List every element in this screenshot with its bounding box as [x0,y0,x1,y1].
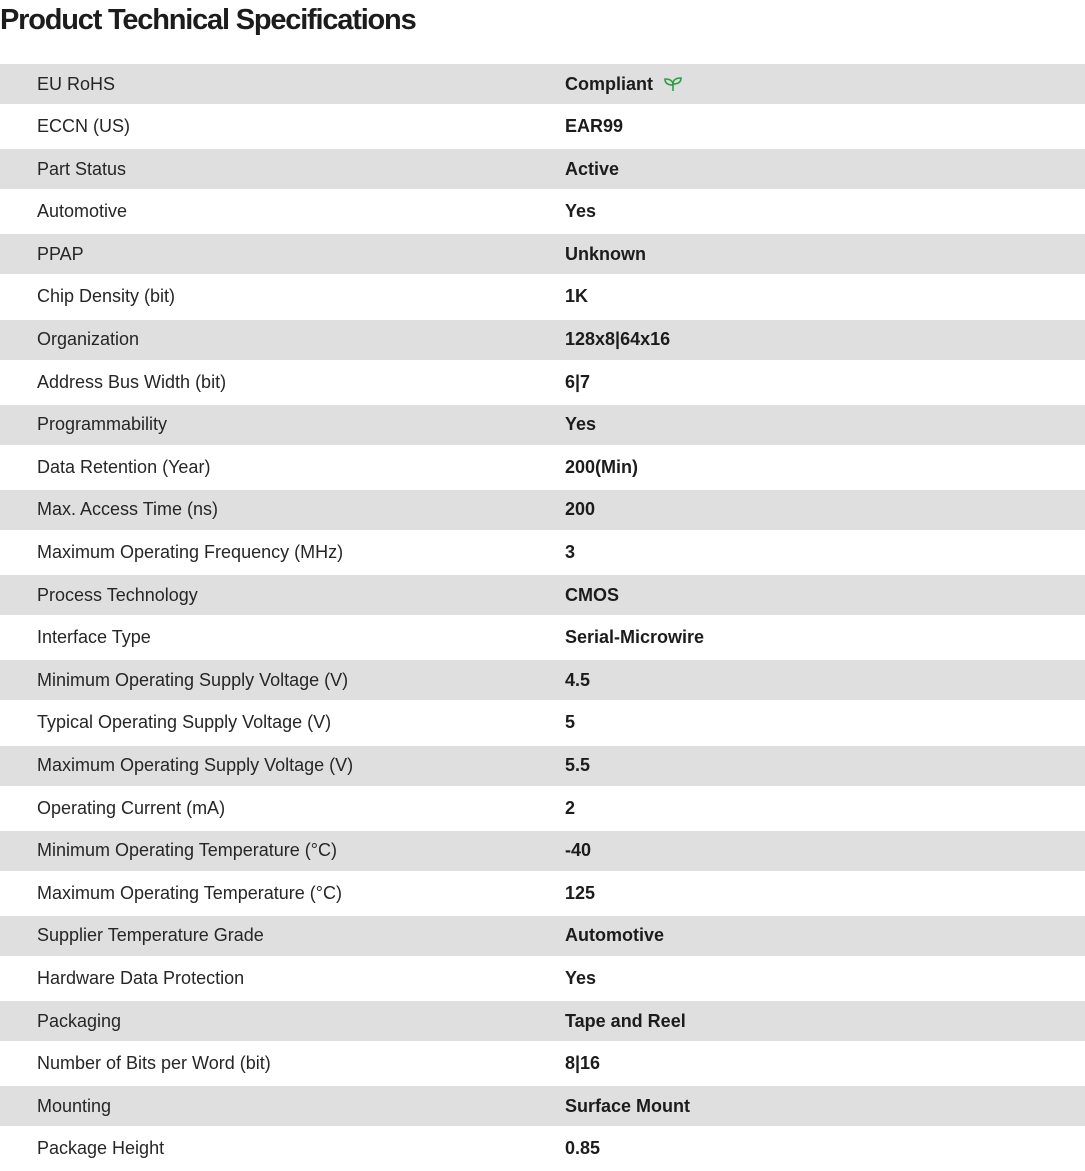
spec-value: 200 [565,499,596,520]
spec-row [0,64,1085,104]
spec-row [0,956,1085,1001]
spec-value: Automotive [565,925,664,946]
spec-row [0,660,1085,700]
spec-value: Surface Mount [565,1095,691,1116]
spec-row [0,575,1085,615]
spec-label: Maximum Operating Frequency (MHz) [37,542,344,563]
spec-label: Automotive [37,201,128,222]
spec-label: Process Technology [37,584,198,605]
spec-row [0,700,1085,745]
spec-label: Minimum Operating Temperature (°C) [37,840,337,861]
spec-row [0,746,1085,786]
spec-value: 5 [565,712,576,733]
spec-row [0,1041,1085,1086]
spec-label: Max. Access Time (ns) [37,499,219,520]
page-title: Product Technical Specifications [0,4,416,36]
spec-value: CMOS [565,584,619,605]
spec-label: Mounting [37,1095,112,1116]
spec-value: 2 [565,797,576,818]
spec-row [0,786,1085,831]
spec-row [0,871,1085,916]
spec-row [0,615,1085,660]
spec-value: 8|16 [565,1053,601,1074]
spec-row [0,1126,1085,1171]
spec-value: 1K [565,286,589,307]
spec-label: Hardware Data Protection [37,967,245,988]
spec-value: -40 [565,840,592,861]
spec-row [0,1086,1085,1126]
spec-label: Supplier Temperature Grade [37,925,264,946]
spec-label: Typical Operating Supply Voltage (V) [37,712,332,733]
spec-label: PPAP [37,243,84,264]
spec-label: Organization [37,329,140,350]
spec-row [0,274,1085,319]
spec-label: Package Height [37,1138,165,1159]
spec-table [0,64,1085,1171]
spec-label: EU RoHS [37,73,116,94]
spec-value: Yes [565,414,597,435]
spec-value: 5.5 [565,755,591,775]
spec-label: Maximum Operating Supply Voltage (V) [37,755,354,775]
spec-label: Programmability [37,414,168,435]
spec-row [0,234,1085,274]
spec-label: Address Bus Width (bit) [37,371,227,392]
spec-value: Yes [565,201,597,222]
spec-label: Maximum Operating Temperature (°C) [37,882,342,903]
spec-row [0,320,1085,360]
spec-value: Tape and Reel [565,1010,686,1031]
spec-label: Data Retention (Year) [37,456,211,477]
spec-row [0,831,1085,871]
spec-label: Chip Density (bit) [37,286,176,307]
spec-row [0,405,1085,445]
spec-value: Yes [565,967,597,988]
spec-value [565,74,683,95]
spec-value: EAR99 [565,116,624,137]
spec-label: Operating Current (mA) [37,797,226,818]
spec-value: Unknown [565,243,646,264]
spec-row [0,445,1085,490]
spec-row [0,916,1085,956]
spec-label: Part Status [37,158,127,179]
spec-row [0,189,1085,234]
spec-label: Interface Type [37,627,151,648]
spec-value: 128x8|64x16 [565,329,671,350]
spec-value: 4.5 [565,669,591,690]
spec-row [0,104,1085,149]
spec-value: Serial-Microwire [565,627,705,648]
spec-row [0,1001,1085,1041]
spec-value: 125 [565,882,596,903]
spec-label: Packaging [37,1010,122,1031]
spec-row [0,360,1085,405]
spec-label: Minimum Operating Supply Voltage (V) [37,669,349,690]
spec-value: 6|7 [565,371,591,392]
spec-row [0,530,1085,575]
spec-value: Active [565,158,620,179]
spec-value: 3 [565,542,576,563]
spec-label: Number of Bits per Word (bit) [37,1053,271,1074]
spec-row [0,490,1085,530]
spec-value-text: Compliant [565,73,653,94]
spec-label: ECCN (US) [37,116,130,137]
leaf-icon [663,76,683,92]
spec-value: 0.85 [565,1138,601,1159]
spec-value: 200(Min) [565,456,639,477]
spec-row [0,149,1085,189]
